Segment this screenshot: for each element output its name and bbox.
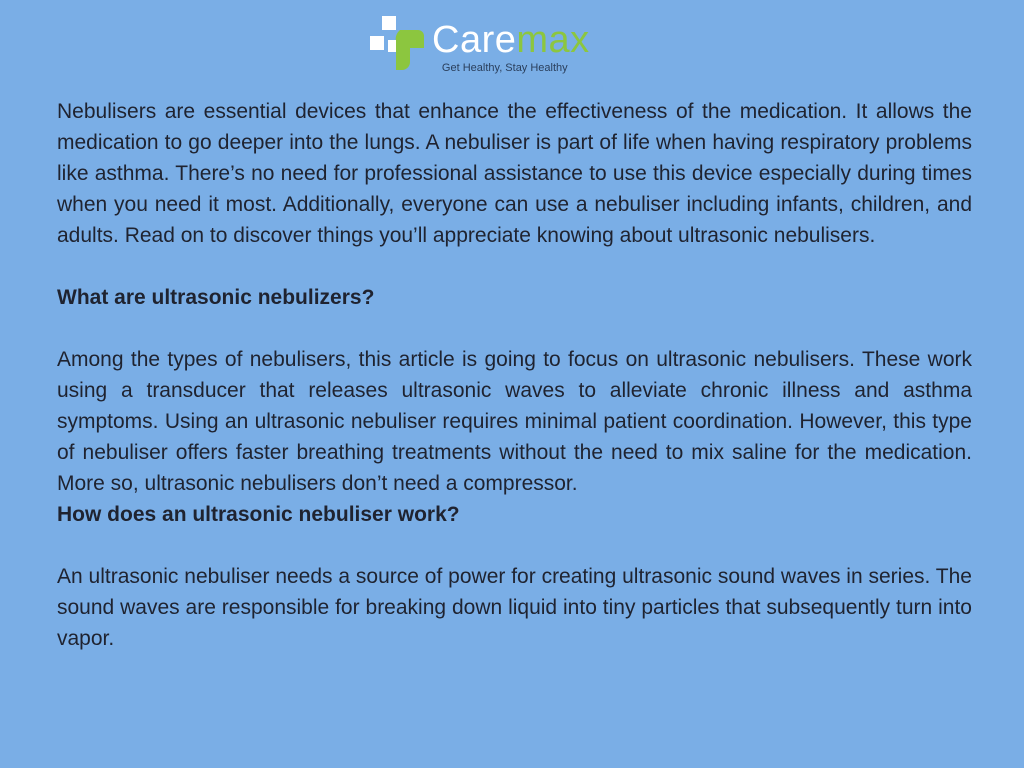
section-paragraph-what: Among the types of nebulisers, this article is going to focus on ultrasonic nebulisers. These work using a transducer that releases ultrasonic waves to alleviate chronic illness and asthma symptoms. Using an ultrasonic nebuliser requires minimal patient coordination. However, this type of nebuliser offers faster breathing treatments without the need to mix saline for the medication. More so, ultrasonic nebulisers don’t need a compressor. [57,348,972,495]
spacer [57,251,972,282]
brand-name-care: Care [432,19,517,61]
brand-name-max: max [516,19,590,61]
logo-text [432,20,590,74]
spacer [57,313,972,344]
spacer [57,530,972,561]
medical-cross-logo-icon [370,14,426,72]
caremax-logo [370,14,590,74]
section-heading-what: What are ultrasonic nebulizers? [57,286,375,309]
section-paragraph-how: An ultrasonic nebuliser needs a source of power for creating ultrasonic sound waves in series. The sound waves are responsible for breaking down liquid into tiny particles that subsequently turn into vapor. [57,565,972,650]
article-body [57,96,972,654]
intro-paragraph: Nebulisers are essential devices that enhance the effectiveness of the medication. It allows the medication to go deeper into the lungs. A nebuliser is part of life when having respiratory problems like asthma. There’s no need for professional assistance to use this device especially during times when you need it most. Additionally, everyone can use a nebuliser including infants, children, and adults. Read on to discover things you’ll appreciate knowing about ultrasonic nebulisers. [57,100,972,247]
brand-name [432,20,590,60]
section-heading-how: How does an ultrasonic nebuliser work? [57,503,460,526]
brand-tagline: Get Healthy, Stay Healthy [441,62,568,74]
